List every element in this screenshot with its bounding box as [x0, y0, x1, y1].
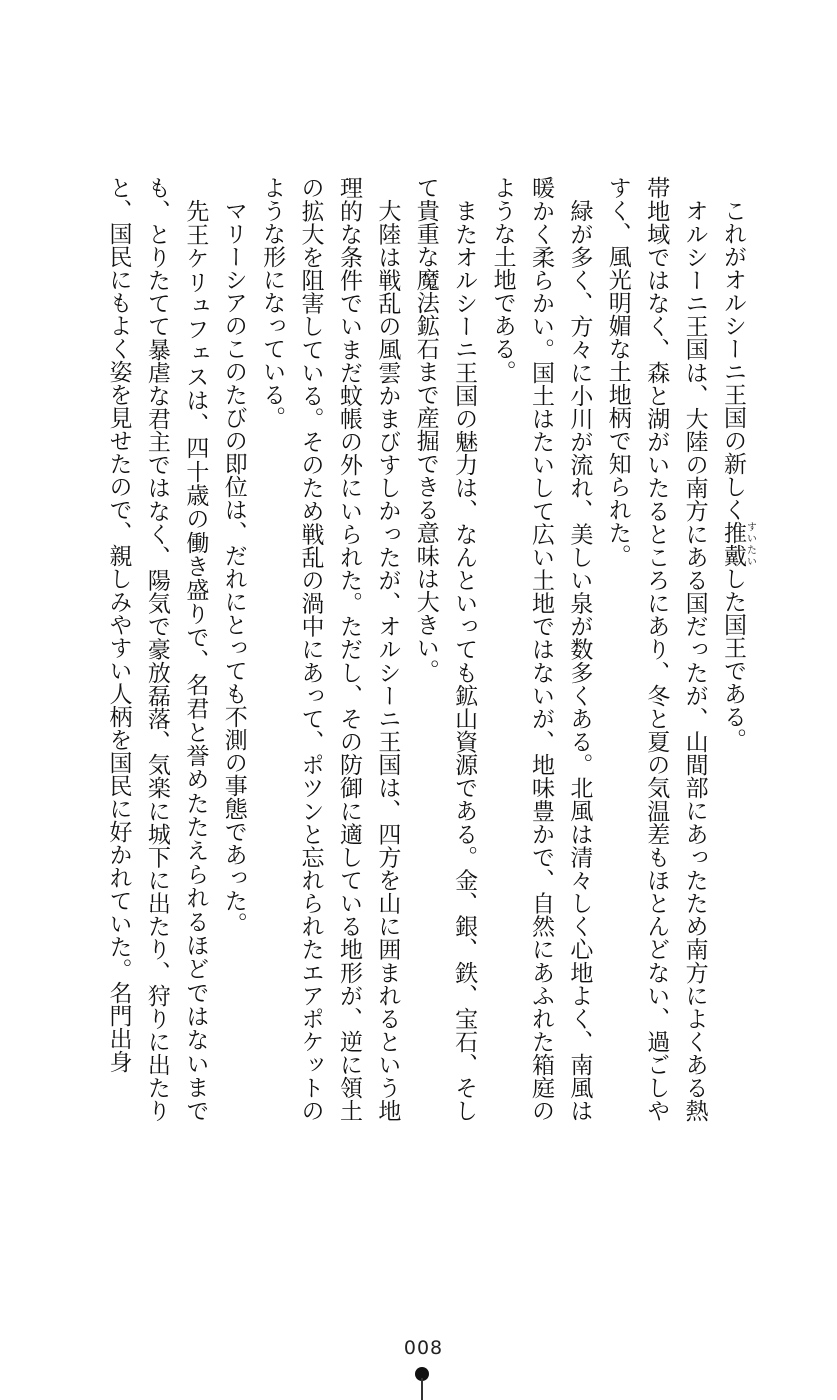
ruby-annotation — [720, 521, 756, 567]
ruby-reading: すいたい — [744, 521, 756, 567]
paragraph-1 — [714, 176, 755, 1122]
paragraph-5: 大陸は戦乱の風雲かまびすしかったが、オルシーニ王国は、四方を山に囲まれるという地理的な条件でいまだ蚊帳の外にいられた。ただし、その防御に適している地形が、逆に領土の拡大を阻害している。そのため戦乱の渦中にあって、ポツンと忘れられたエアポケットのような形になっている。 — [259, 176, 401, 1123]
body-text — [99, 176, 755, 1122]
ruby-base: 推戴 — [720, 521, 746, 567]
page-number: 008 — [403, 1337, 444, 1359]
paragraph-1-text-before: これがオルシーニ王国の新しく — [720, 199, 746, 521]
paragraph-7: 先王ケリュフェスは、四十歳の働き盛りで、名君と誉めたたえられるほどではないまでも、とりたてて暴虐な君主ではなく、陽気で豪放磊落、気楽に城下に出たり、狩りに出たりと、国民にもよく姿を見せたので、親しみやすい人柄を国民に好かれていた。名門出身 — [105, 176, 209, 1122]
paragraph-6: マリーシアのこのたびの即位は、だれにとっても不測の事態であった。 — [220, 199, 247, 935]
paragraph-1-text-after: した国王である。 — [720, 567, 746, 751]
paragraph-3: 緑が多く、方々に小川が流れ、美しい泉が数多くある。北風は清々しく心地よく、南風は暖かく柔らかい。国土はたいして広い土地ではないが、地味豊かで、自然にあふれた箱庭のような土地である。 — [489, 176, 593, 1122]
page-marker-line — [421, 1378, 423, 1400]
paragraph-2: オルシーニ王国は、大陸の南方にある国だったが、山間部にあったため南方によくある熱帯地域ではなく、森と湖がいたるところにあり、冬と夏の気温差もほとんどない、過ごしやすく、風光明媚な土地柄で知られた。 — [604, 176, 708, 1122]
paragraph-4: またオルシーニ王国の魅力は、なんといっても鉱山資源である。金、銀、鉄、宝石、そして貴重な魔法鉱石まで産掘できる意味は大きい。 — [412, 176, 478, 1122]
